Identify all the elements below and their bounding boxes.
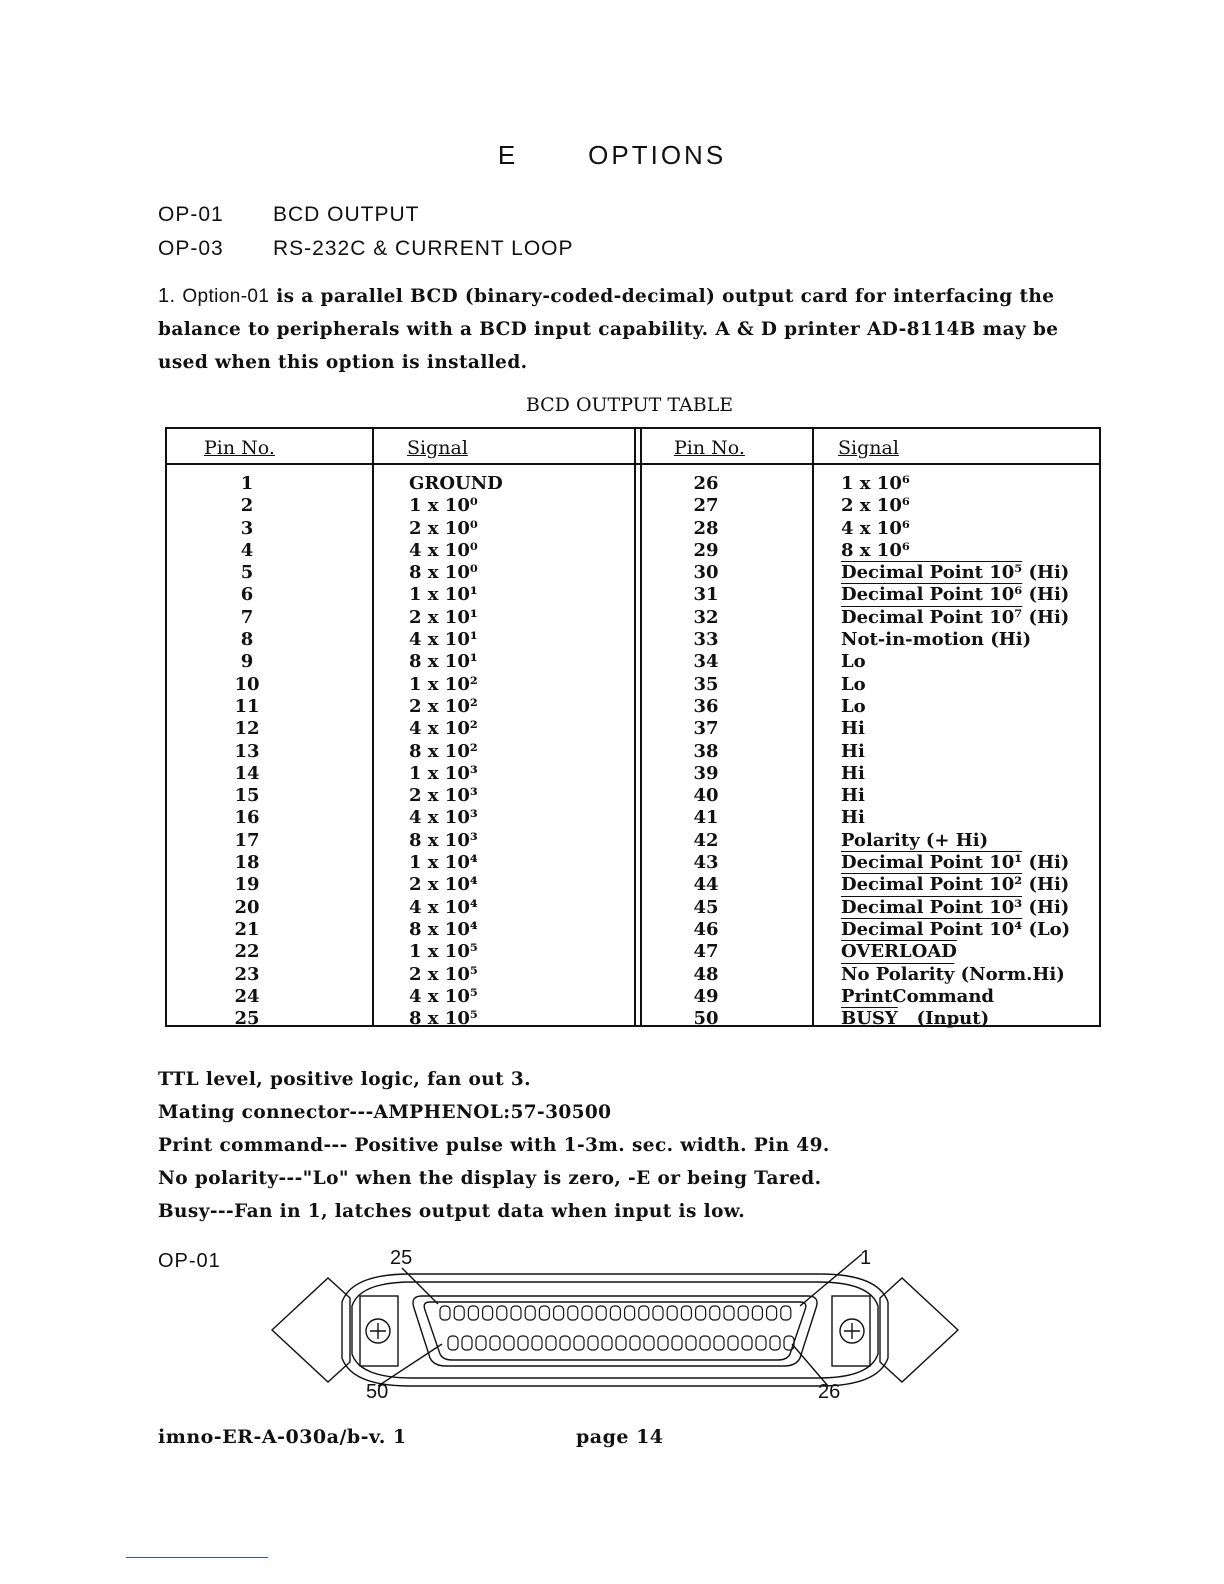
option-code: OP-03 — [158, 237, 224, 260]
section-letter: E — [497, 140, 519, 170]
signal-suffix: (Hi) — [1022, 584, 1070, 606]
note-print-command: Print command--- Positive pulse with 1-3m. sec. width. Pin 49. — [158, 1135, 830, 1156]
signal-name: OVERLOAD — [841, 941, 957, 963]
pin-number: 7 — [240, 606, 254, 628]
note-busy: Busy---Fan in 1, latches output data when input is low. — [158, 1201, 746, 1222]
connector-pins-top — [440, 1306, 791, 1320]
pin-number: 1 — [240, 473, 254, 494]
signal-name: Decimal Point 10⁴ — [841, 918, 1023, 940]
pin-number: 26 — [693, 473, 719, 494]
signal-name: 1 x 10² — [409, 673, 478, 695]
pin-number: 47 — [693, 941, 719, 963]
signal-name: 1 x 10⁶ — [841, 473, 910, 494]
table-row — [167, 986, 1099, 1008]
signal-name: 8 x 10³ — [409, 829, 478, 851]
signal-name: 8 x 10⁶ — [841, 539, 910, 561]
signal-name: Lo — [841, 673, 866, 695]
signal-name: 1 x 10¹ — [409, 584, 478, 606]
table-row — [167, 1008, 1099, 1030]
pin-number: 25 — [234, 1008, 260, 1030]
pin-number: 44 — [693, 874, 719, 896]
footer-doc-id: imno-ER-A-030a/b-v. 1 — [158, 1426, 407, 1448]
pin-number: 37 — [693, 718, 719, 740]
pin-number: 34 — [693, 651, 719, 673]
signal-suffix: (Input) — [897, 1008, 990, 1030]
signal-name: Not-in-motion (Hi) — [841, 629, 1032, 651]
signal-name: Decimal Point 10³ — [841, 896, 1023, 918]
connector-pin — [440, 1306, 450, 1320]
pin-number: 29 — [693, 539, 719, 561]
connector-pins-bottom — [448, 1336, 794, 1350]
connector-pin — [696, 1306, 706, 1320]
connector-pin — [582, 1306, 592, 1320]
connector-pin — [681, 1306, 691, 1320]
connector-pin — [767, 1306, 777, 1320]
signal-name: 2 x 10⁴ — [409, 874, 478, 896]
signal-cell — [841, 852, 1069, 874]
connector-pin — [742, 1336, 752, 1350]
signal-name: Lo — [841, 695, 866, 717]
signal-cell — [841, 941, 957, 963]
section-word: OPTIONS — [588, 140, 727, 170]
signal-name: Lo — [841, 651, 866, 673]
connector-pin — [770, 1336, 780, 1350]
table-row — [167, 584, 1099, 606]
intro-option: Option-01 — [182, 286, 270, 307]
connector-diagram — [260, 1240, 970, 1410]
pin-number: 49 — [693, 985, 719, 1007]
pin-number: 16 — [234, 807, 260, 829]
signal-cell — [841, 495, 910, 517]
pin-number: 27 — [693, 495, 719, 517]
option-line-op01 — [158, 203, 420, 227]
connector-pin — [625, 1306, 635, 1320]
pin-number: 24 — [234, 985, 260, 1007]
pin-number: 28 — [693, 517, 719, 539]
pin-number: 12 — [234, 718, 260, 740]
bottom-rule — [126, 1557, 268, 1558]
signal-name: Hi — [841, 785, 865, 807]
pin-number: 33 — [693, 629, 719, 651]
note-no-polarity: No polarity---"Lo" when the display is zero, -E or being Tared. — [158, 1168, 822, 1189]
pin-number: 30 — [693, 562, 719, 584]
signal-cell — [841, 741, 865, 763]
signal-cell — [841, 674, 866, 696]
connector-pin — [728, 1336, 738, 1350]
table-row — [167, 674, 1099, 696]
connector-pin — [653, 1306, 663, 1320]
pin-number: 6 — [240, 584, 254, 606]
connector-pin — [781, 1306, 791, 1320]
table-row — [167, 874, 1099, 896]
pin-number: 39 — [693, 762, 719, 784]
pin-number: 41 — [693, 807, 719, 829]
table-row — [167, 830, 1099, 852]
signal-cell — [841, 785, 865, 807]
signal-name: 2 x 10² — [409, 695, 478, 717]
table-body — [167, 473, 1099, 1030]
signal-suffix: (Hi) — [1022, 606, 1070, 628]
bcd-output-table — [165, 427, 1101, 1030]
table-row — [167, 941, 1099, 963]
connector-pin — [554, 1306, 564, 1320]
connector-pin — [532, 1336, 542, 1350]
connector-pin — [497, 1306, 507, 1320]
pin-number: 8 — [240, 629, 254, 651]
connector-pin — [630, 1336, 640, 1350]
table-row — [167, 919, 1099, 941]
intro-number: 1. — [158, 285, 176, 307]
signal-name: No Polarity — [841, 963, 955, 985]
signal-cell — [841, 874, 1069, 896]
connector-pin — [610, 1306, 620, 1320]
pin-number: 22 — [234, 941, 260, 963]
signal-cell — [841, 651, 866, 673]
table-row — [167, 763, 1099, 785]
signal-cell — [841, 607, 1069, 629]
signal-suffix: (Hi) — [1022, 896, 1070, 918]
table-row — [167, 651, 1099, 673]
signal-name: Hi — [841, 807, 865, 829]
pin-number: 31 — [693, 584, 719, 606]
connector-pin — [568, 1306, 578, 1320]
signal-name: 4 x 10² — [409, 718, 478, 740]
connector-pin — [686, 1336, 696, 1350]
signal-name: Decimal Point 10⁵ — [841, 562, 1023, 584]
signal-suffix: (Lo) — [1022, 918, 1071, 940]
intro-text: is a parallel BCD (binary-coded-decimal) output card for interfacing the balance to peripherals with a BCD input capability. A & D printer AD-8114B may be used when this option is installed. — [158, 286, 1059, 373]
connector-pin — [462, 1336, 472, 1350]
connector-pin — [602, 1336, 612, 1350]
connector-pin — [752, 1306, 762, 1320]
signal-name: 4 x 10⁴ — [409, 896, 478, 918]
pin-number: 23 — [234, 963, 260, 985]
pin-number: 18 — [234, 852, 260, 874]
pin-number: 13 — [234, 740, 260, 762]
pin-label-26: 26 — [818, 1381, 841, 1403]
pin-number: 43 — [693, 852, 719, 874]
pin-number: 32 — [693, 606, 719, 628]
pin-number: 9 — [240, 651, 254, 673]
table-row — [167, 964, 1099, 986]
connector-pin — [476, 1336, 486, 1350]
signal-name: Decimal Point 10¹ — [841, 852, 1023, 874]
connector-pin — [483, 1306, 493, 1320]
connector-pin — [738, 1306, 748, 1320]
signal-cell — [841, 540, 910, 562]
signal-name: 1 x 10⁵ — [409, 941, 478, 963]
pin-label-50: 50 — [366, 1381, 389, 1403]
signal-suffix: (Hi) — [1022, 562, 1070, 584]
signal-cell — [841, 518, 910, 540]
signal-name: Decimal Point 10⁷ — [841, 606, 1023, 628]
connector-pin — [616, 1336, 626, 1350]
connector-pin — [658, 1336, 668, 1350]
pin-number: 11 — [234, 695, 260, 717]
table-row — [167, 807, 1099, 829]
pin-number: 21 — [234, 918, 260, 940]
connector-pin — [672, 1336, 682, 1350]
signal-name: Hi — [841, 718, 865, 740]
pin-label-1: 1 — [860, 1247, 872, 1269]
connector-pin — [639, 1306, 649, 1320]
page-title — [0, 140, 1224, 171]
table-row — [167, 540, 1099, 562]
signal-cell — [841, 1008, 989, 1030]
signal-name: 4 x 10⁶ — [841, 517, 910, 539]
table-row — [167, 629, 1099, 651]
pin-number: 3 — [240, 517, 254, 539]
signal-name: GROUND — [409, 473, 503, 494]
signal-name: Hi — [841, 762, 865, 784]
table-row — [167, 495, 1099, 517]
signal-name: 1 x 10⁴ — [409, 852, 478, 874]
signal-name: 8 x 10¹ — [409, 651, 478, 673]
header-pin-right: Pin No. — [674, 437, 745, 459]
signal-cell — [841, 807, 865, 829]
connector-pin — [700, 1336, 710, 1350]
table-row — [167, 696, 1099, 718]
connector-pin — [546, 1336, 556, 1350]
connector-pin — [539, 1306, 549, 1320]
signal-cell — [841, 897, 1069, 919]
signal-cell — [841, 473, 910, 495]
note-ttl: TTL level, positive logic, fan out 3. — [158, 1069, 532, 1090]
signal-name: 4 x 10⁵ — [409, 985, 478, 1007]
pin-number: 38 — [693, 740, 719, 762]
table-row — [167, 607, 1099, 629]
table-row — [167, 741, 1099, 763]
connector-pin — [710, 1306, 720, 1320]
signal-cell — [841, 964, 1065, 986]
connector-pin — [714, 1336, 724, 1350]
connector-label: OP-01 — [158, 1250, 221, 1272]
signal-name: Decimal Point 10⁶ — [841, 584, 1023, 606]
connector-pin — [468, 1306, 478, 1320]
signal-suffix: (Hi) — [1022, 852, 1070, 874]
pin-number: 50 — [693, 1008, 719, 1030]
signal-name: 2 x 10⁵ — [409, 963, 478, 985]
connector-left-ear — [272, 1278, 350, 1382]
pin-number: 5 — [240, 562, 254, 584]
signal-name: 8 x 10² — [409, 740, 478, 762]
signal-name: Decimal Point 10² — [841, 874, 1023, 896]
pin-number: 46 — [693, 918, 719, 940]
signal-name: 8 x 10⁴ — [409, 918, 478, 940]
pin-number: 19 — [234, 874, 260, 896]
signal-name: Polarity (+ Hi) — [841, 829, 989, 851]
table-title: BCD OUTPUT TABLE — [525, 394, 734, 416]
table-row — [167, 852, 1099, 874]
connector-right-ear — [880, 1278, 958, 1382]
signal-name: 4 x 10³ — [409, 807, 478, 829]
pin-number: 4 — [240, 539, 254, 561]
connector-pin — [518, 1336, 528, 1350]
option-line-op03 — [158, 237, 574, 261]
option-name: RS-232C & CURRENT LOOP — [273, 237, 574, 260]
connector-pin — [504, 1336, 514, 1350]
signal-name: 4 x 10⁰ — [409, 539, 478, 561]
connector-pin — [525, 1306, 535, 1320]
signal-name: 2 x 10¹ — [409, 606, 478, 628]
signal-name: 2 x 10⁶ — [841, 495, 910, 517]
pin-number: 2 — [240, 495, 254, 517]
signal-name: 8 x 10⁵ — [409, 1008, 478, 1030]
signal-suffix: (Hi) — [1022, 874, 1070, 896]
signal-name: 8 x 10⁰ — [409, 562, 478, 584]
pin-number: 17 — [234, 829, 260, 851]
signal-name: 2 x 10³ — [409, 785, 478, 807]
option-code: OP-01 — [158, 203, 224, 226]
connector-pin — [490, 1336, 500, 1350]
connector-pin — [574, 1336, 584, 1350]
header-pin-left: Pin No. — [204, 437, 275, 459]
footer-page-number: page 14 — [576, 1426, 664, 1448]
signal-cell — [841, 562, 1069, 584]
header-signal-right: Signal — [838, 437, 899, 459]
pin-number: 20 — [234, 896, 260, 918]
connector-pin — [588, 1336, 598, 1350]
signal-suffix: (Norm.Hi) — [954, 963, 1065, 985]
table-row — [167, 718, 1099, 740]
signal-name: 2 x 10⁰ — [409, 517, 478, 539]
signal-cell — [841, 919, 1070, 941]
table-row — [167, 473, 1099, 495]
connector-pin — [448, 1336, 458, 1350]
pin-number: 10 — [234, 673, 260, 695]
pin-number: 40 — [693, 785, 719, 807]
pin-number: 15 — [234, 785, 260, 807]
signal-name: Hi — [841, 740, 865, 762]
signal-cell — [841, 629, 1031, 651]
connector-pin — [756, 1336, 766, 1350]
signal-cell — [841, 718, 865, 740]
connector-pin — [596, 1306, 606, 1320]
header-rule — [167, 463, 1099, 465]
signal-cell — [841, 584, 1069, 606]
signal-cell — [841, 696, 866, 718]
signal-name: BUSY — [841, 1008, 898, 1030]
pin-number: 36 — [693, 695, 719, 717]
header-signal-left: Signal — [407, 437, 468, 459]
option-name: BCD OUTPUT — [273, 203, 420, 226]
intro-paragraph — [158, 280, 1103, 379]
connector-pin — [560, 1336, 570, 1350]
pin-number: 14 — [234, 762, 260, 784]
connector-pin — [667, 1306, 677, 1320]
connector-pin — [724, 1306, 734, 1320]
signal-cell — [841, 763, 865, 785]
connector-pin — [644, 1336, 654, 1350]
pin-number: 48 — [693, 963, 719, 985]
pin-number: 45 — [693, 896, 719, 918]
table-row — [167, 897, 1099, 919]
pin-number: 35 — [693, 673, 719, 695]
connector-pin — [511, 1306, 521, 1320]
connector-pin — [454, 1306, 464, 1320]
signal-name: PrintCommand — [841, 985, 995, 1007]
table-row — [167, 518, 1099, 540]
signal-name: 1 x 10³ — [409, 762, 478, 784]
table-row — [167, 562, 1099, 584]
pin-number: 42 — [693, 829, 719, 851]
table-row — [167, 785, 1099, 807]
signal-cell — [841, 830, 988, 852]
pin-label-25: 25 — [390, 1247, 413, 1269]
signal-name: 4 x 10¹ — [409, 629, 478, 651]
note-connector: Mating connector---AMPHENOL:57-30500 — [158, 1102, 612, 1123]
signal-cell — [841, 986, 994, 1008]
signal-name: 1 x 10⁰ — [409, 495, 478, 517]
